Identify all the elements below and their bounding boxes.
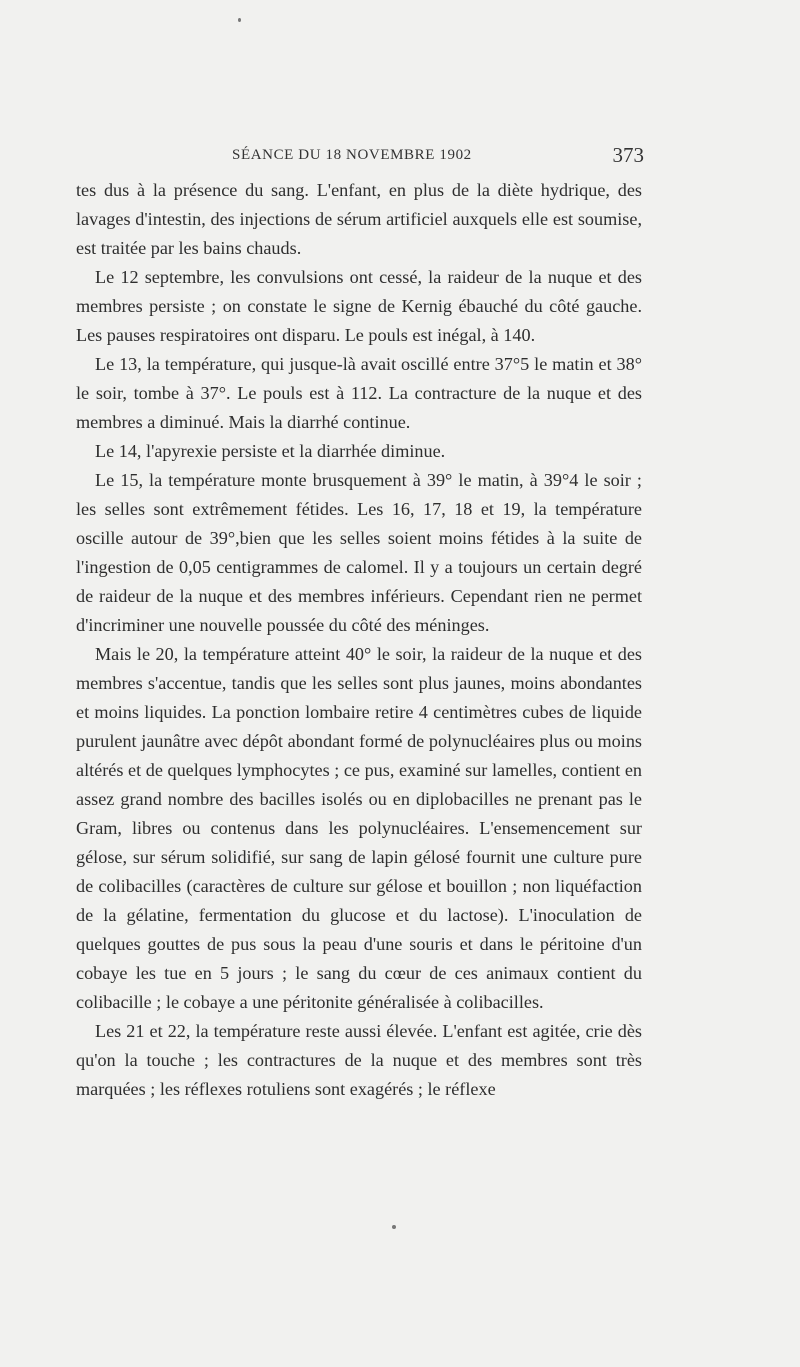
body-text xyxy=(76,176,642,1104)
paragraph: Le 15, la température monte brusquement à 39° le matin, à 39°4 le soir ; les selles sont extrêmement fétides. Les 16, 17, 18 et 19, la température oscille autour de 39°,bien que les selles soient moins fétides à la suite de l'ingestion de 0,05 centigrammes de calomel. Il y a toujours un certain degré de raideur de la nuque et des membres inférieurs. Cependant rien ne permet d'incriminer une nouvelle poussée du côté des méninges. xyxy=(76,470,642,635)
paragraph: Mais le 20, la température atteint 40° le soir, la raideur de la nuque et des membres s'accentue, tandis que les selles sont plus jaunes, moins abondantes et moins liquides. La ponction lombaire retire 4 centimètres cubes de liquide purulent jaunâtre avec dépôt abondant formé de polynucléaires plus ou moins altérés et de quelques lymphocytes ; ce pus, examiné sur lamelles, contient en assez grand nombre des bacilles isolés ou en diplobacilles ne prenant pas le Gram, libres ou contenus dans les polynucléaires. L'ensemencement sur gélose, sur sérum solidifié, sur sang de lapin gélosé fournit une culture pure de colibacilles (caractères de culture sur gélose et bouillon ; non liquéfaction de la gélatine, fermentation du glucose et du lactose). L'inoculation de quelques gouttes de pus sous la peau d'une souris et dans le péritoine d'un cobaye les tue en 5 jours ; le sang du cœur de ces animaux contient du colibacille ; le cobaye a une péritonite généralisée à colibacilles. xyxy=(76,644,642,1012)
paragraph: Le 12 septembre, les convulsions ont cessé, la raideur de la nuque et des membres persiste ; on constate le signe de Kernig ébauché du côté gauche. Les pauses respiratoires ont disparu. Le pouls est inégal, à 140. xyxy=(76,267,642,345)
paragraph-continuation: tes dus à la présence du sang. L'enfant, en plus de la diète hydrique, des lavages d'intestin, des injections de sérum artificiel auxquels elle est soumise, est traitée par les bains chauds. xyxy=(76,180,642,258)
paragraph: Le 13, la température, qui jusque-là avait oscillé entre 37°5 le matin et 38° le soir, tombe à 37°. Le pouls est à 112. La contracture de la nuque et des membres a diminué. Mais la diarrhé continue. xyxy=(76,354,642,432)
page-number: 373 xyxy=(612,143,644,167)
page-header xyxy=(76,143,644,169)
paper-speck xyxy=(238,18,241,22)
paper-speck xyxy=(392,1225,396,1229)
running-title: SÉANCE DU 18 NOVEMBRE 1902 xyxy=(232,147,472,163)
paragraph: Les 21 et 22, la température reste aussi élevée. L'enfant est agitée, crie dès qu'on la touche ; les contractures de la nuque et des membres sont très marquées ; les réflexes rotuliens sont exagérés ; le réflexe xyxy=(76,1021,642,1099)
paragraph: Le 14, l'apyrexie persiste et la diarrhée diminue. xyxy=(95,441,446,461)
